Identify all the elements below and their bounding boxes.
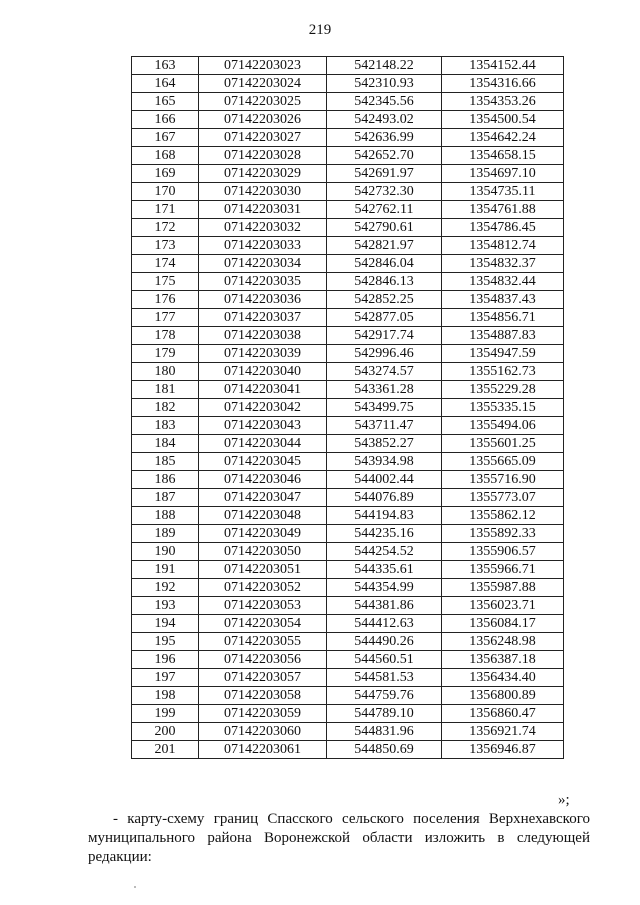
point-number-cell: 174 (132, 255, 199, 273)
x-coordinate-cell: 542852.25 (327, 291, 442, 309)
point-number-cell: 199 (132, 705, 199, 723)
y-coordinate-cell: 1356800.89 (442, 687, 564, 705)
x-coordinate-cell: 544789.10 (327, 705, 442, 723)
point-number-cell: 163 (132, 57, 199, 75)
point-number-cell: 191 (132, 561, 199, 579)
y-coordinate-cell: 1354832.44 (442, 273, 564, 291)
point-number-cell: 167 (132, 129, 199, 147)
y-coordinate-cell: 1354947.59 (442, 345, 564, 363)
coordinates-table-body (132, 57, 564, 759)
point-number-cell: 172 (132, 219, 199, 237)
table-row (132, 183, 564, 201)
y-coordinate-cell: 1354887.83 (442, 327, 564, 345)
table-row (132, 381, 564, 399)
x-coordinate-cell: 544194.83 (327, 507, 442, 525)
body-paragraph (88, 810, 590, 867)
point-id-cell: 07142203059 (199, 705, 327, 723)
point-id-cell: 07142203046 (199, 471, 327, 489)
point-id-cell: 07142203056 (199, 651, 327, 669)
table-row (132, 327, 564, 345)
point-number-cell: 181 (132, 381, 199, 399)
table-row (132, 687, 564, 705)
y-coordinate-cell: 1356434.40 (442, 669, 564, 687)
point-number-cell: 183 (132, 417, 199, 435)
point-id-cell: 07142203054 (199, 615, 327, 633)
point-id-cell: 07142203052 (199, 579, 327, 597)
y-coordinate-cell: 1356946.87 (442, 741, 564, 759)
table-row (132, 291, 564, 309)
x-coordinate-cell: 542846.13 (327, 273, 442, 291)
point-id-cell: 07142203042 (199, 399, 327, 417)
point-id-cell: 07142203031 (199, 201, 327, 219)
x-coordinate-cell: 544076.89 (327, 489, 442, 507)
point-number-cell: 185 (132, 453, 199, 471)
table-row (132, 111, 564, 129)
y-coordinate-cell: 1354500.54 (442, 111, 564, 129)
y-coordinate-cell: 1354812.74 (442, 237, 564, 255)
point-id-cell: 07142203039 (199, 345, 327, 363)
table-row (132, 489, 564, 507)
point-number-cell: 190 (132, 543, 199, 561)
x-coordinate-cell: 544560.51 (327, 651, 442, 669)
y-coordinate-cell: 1355987.88 (442, 579, 564, 597)
x-coordinate-cell: 542996.46 (327, 345, 442, 363)
point-number-cell: 193 (132, 597, 199, 615)
table-row (132, 525, 564, 543)
point-id-cell: 07142203027 (199, 129, 327, 147)
table-row (132, 435, 564, 453)
x-coordinate-cell: 543934.98 (327, 453, 442, 471)
x-coordinate-cell: 544235.16 (327, 525, 442, 543)
point-id-cell: 07142203038 (199, 327, 327, 345)
y-coordinate-cell: 1355335.15 (442, 399, 564, 417)
x-coordinate-cell: 542310.93 (327, 75, 442, 93)
point-id-cell: 07142203034 (199, 255, 327, 273)
x-coordinate-cell: 542493.02 (327, 111, 442, 129)
x-coordinate-cell: 543499.75 (327, 399, 442, 417)
table-row (132, 309, 564, 327)
point-id-cell: 07142203041 (199, 381, 327, 399)
coordinates-table (131, 56, 564, 759)
point-number-cell: 170 (132, 183, 199, 201)
y-coordinate-cell: 1354152.44 (442, 57, 564, 75)
table-row (132, 363, 564, 381)
point-id-cell: 07142203044 (199, 435, 327, 453)
point-id-cell: 07142203049 (199, 525, 327, 543)
point-id-cell: 07142203058 (199, 687, 327, 705)
table-row (132, 219, 564, 237)
point-id-cell: 07142203047 (199, 489, 327, 507)
point-number-cell: 177 (132, 309, 199, 327)
point-id-cell: 07142203057 (199, 669, 327, 687)
x-coordinate-cell: 544759.76 (327, 687, 442, 705)
page-number: 219 (308, 22, 332, 38)
closing-quote: »; (558, 792, 570, 808)
x-coordinate-cell: 542345.56 (327, 93, 442, 111)
point-number-cell: 175 (132, 273, 199, 291)
point-number-cell: 178 (132, 327, 199, 345)
y-coordinate-cell: 1356860.47 (442, 705, 564, 723)
x-coordinate-cell: 542877.05 (327, 309, 442, 327)
point-number-cell: 182 (132, 399, 199, 417)
point-number-cell: 195 (132, 633, 199, 651)
table-row (132, 399, 564, 417)
point-id-cell: 07142203053 (199, 597, 327, 615)
table-row (132, 723, 564, 741)
table-row (132, 75, 564, 93)
point-number-cell: 192 (132, 579, 199, 597)
y-coordinate-cell: 1354761.88 (442, 201, 564, 219)
y-coordinate-cell: 1355716.90 (442, 471, 564, 489)
table-row (132, 615, 564, 633)
point-number-cell: 168 (132, 147, 199, 165)
point-number-cell: 184 (132, 435, 199, 453)
y-coordinate-cell: 1356921.74 (442, 723, 564, 741)
table-row (132, 507, 564, 525)
y-coordinate-cell: 1356084.17 (442, 615, 564, 633)
y-coordinate-cell: 1354316.66 (442, 75, 564, 93)
point-id-cell: 07142203025 (199, 93, 327, 111)
x-coordinate-cell: 544335.61 (327, 561, 442, 579)
x-coordinate-cell: 543852.27 (327, 435, 442, 453)
x-coordinate-cell: 542917.74 (327, 327, 442, 345)
point-id-cell: 07142203045 (199, 453, 327, 471)
y-coordinate-cell: 1355494.06 (442, 417, 564, 435)
table-row (132, 345, 564, 363)
y-coordinate-cell: 1355162.73 (442, 363, 564, 381)
table-row (132, 255, 564, 273)
x-coordinate-cell: 542636.99 (327, 129, 442, 147)
x-coordinate-cell: 542691.97 (327, 165, 442, 183)
table-row (132, 93, 564, 111)
point-id-cell: 07142203043 (199, 417, 327, 435)
y-coordinate-cell: 1354837.43 (442, 291, 564, 309)
y-coordinate-cell: 1356023.71 (442, 597, 564, 615)
table-row (132, 57, 564, 75)
y-coordinate-cell: 1355229.28 (442, 381, 564, 399)
point-number-cell: 197 (132, 669, 199, 687)
x-coordinate-cell: 544381.86 (327, 597, 442, 615)
point-number-cell: 180 (132, 363, 199, 381)
x-coordinate-cell: 542821.97 (327, 237, 442, 255)
point-id-cell: 07142203024 (199, 75, 327, 93)
y-coordinate-cell: 1354697.10 (442, 165, 564, 183)
table-row (132, 741, 564, 759)
x-coordinate-cell: 544581.53 (327, 669, 442, 687)
point-number-cell: 171 (132, 201, 199, 219)
table-row (132, 129, 564, 147)
point-id-cell: 07142203029 (199, 165, 327, 183)
point-id-cell: 07142203060 (199, 723, 327, 741)
x-coordinate-cell: 542762.11 (327, 201, 442, 219)
point-id-cell: 07142203028 (199, 147, 327, 165)
y-coordinate-cell: 1354786.45 (442, 219, 564, 237)
point-number-cell: 196 (132, 651, 199, 669)
point-number-cell: 200 (132, 723, 199, 741)
table-row (132, 579, 564, 597)
point-id-cell: 07142203055 (199, 633, 327, 651)
point-id-cell: 07142203051 (199, 561, 327, 579)
point-number-cell: 188 (132, 507, 199, 525)
point-id-cell: 07142203061 (199, 741, 327, 759)
point-number-cell: 187 (132, 489, 199, 507)
table-row (132, 453, 564, 471)
point-id-cell: 07142203035 (199, 273, 327, 291)
point-id-cell: 07142203023 (199, 57, 327, 75)
y-coordinate-cell: 1356248.98 (442, 633, 564, 651)
y-coordinate-cell: 1355773.07 (442, 489, 564, 507)
point-number-cell: 201 (132, 741, 199, 759)
point-number-cell: 165 (132, 93, 199, 111)
point-number-cell: 179 (132, 345, 199, 363)
point-number-cell: 166 (132, 111, 199, 129)
table-row (132, 543, 564, 561)
point-id-cell: 07142203048 (199, 507, 327, 525)
point-id-cell: 07142203050 (199, 543, 327, 561)
y-coordinate-cell: 1355892.33 (442, 525, 564, 543)
table-row (132, 273, 564, 291)
x-coordinate-cell: 544490.26 (327, 633, 442, 651)
y-coordinate-cell: 1354642.24 (442, 129, 564, 147)
scan-speck (134, 886, 136, 888)
table-row (132, 633, 564, 651)
x-coordinate-cell: 543274.57 (327, 363, 442, 381)
x-coordinate-cell: 544254.52 (327, 543, 442, 561)
x-coordinate-cell: 544850.69 (327, 741, 442, 759)
y-coordinate-cell: 1354658.15 (442, 147, 564, 165)
x-coordinate-cell: 542790.61 (327, 219, 442, 237)
point-number-cell: 169 (132, 165, 199, 183)
x-coordinate-cell: 544354.99 (327, 579, 442, 597)
x-coordinate-cell: 544002.44 (327, 471, 442, 489)
y-coordinate-cell: 1354735.11 (442, 183, 564, 201)
point-id-cell: 07142203036 (199, 291, 327, 309)
point-id-cell: 07142203033 (199, 237, 327, 255)
y-coordinate-cell: 1354832.37 (442, 255, 564, 273)
table-row (132, 237, 564, 255)
x-coordinate-cell: 543361.28 (327, 381, 442, 399)
point-number-cell: 198 (132, 687, 199, 705)
table-row (132, 471, 564, 489)
x-coordinate-cell: 542148.22 (327, 57, 442, 75)
point-number-cell: 194 (132, 615, 199, 633)
y-coordinate-cell: 1356387.18 (442, 651, 564, 669)
point-id-cell: 07142203026 (199, 111, 327, 129)
body-paragraph-text: - карту-схему границ Спасского сельского поселения Верхнехавского муниципального района Воронежской области изложить в следующей редакции: (88, 811, 590, 865)
x-coordinate-cell: 542732.30 (327, 183, 442, 201)
y-coordinate-cell: 1354856.71 (442, 309, 564, 327)
y-coordinate-cell: 1355906.57 (442, 543, 564, 561)
y-coordinate-cell: 1355862.12 (442, 507, 564, 525)
point-id-cell: 07142203032 (199, 219, 327, 237)
point-number-cell: 173 (132, 237, 199, 255)
table-row (132, 669, 564, 687)
point-number-cell: 186 (132, 471, 199, 489)
y-coordinate-cell: 1355966.71 (442, 561, 564, 579)
table-row (132, 147, 564, 165)
x-coordinate-cell: 542652.70 (327, 147, 442, 165)
x-coordinate-cell: 542846.04 (327, 255, 442, 273)
x-coordinate-cell: 543711.47 (327, 417, 442, 435)
x-coordinate-cell: 544412.63 (327, 615, 442, 633)
table-row (132, 597, 564, 615)
point-number-cell: 176 (132, 291, 199, 309)
table-row (132, 165, 564, 183)
point-number-cell: 189 (132, 525, 199, 543)
table-row (132, 705, 564, 723)
table-row (132, 417, 564, 435)
point-id-cell: 07142203040 (199, 363, 327, 381)
x-coordinate-cell: 544831.96 (327, 723, 442, 741)
point-id-cell: 07142203030 (199, 183, 327, 201)
y-coordinate-cell: 1355665.09 (442, 453, 564, 471)
y-coordinate-cell: 1355601.25 (442, 435, 564, 453)
table-row (132, 561, 564, 579)
table-row (132, 651, 564, 669)
table-row (132, 201, 564, 219)
point-id-cell: 07142203037 (199, 309, 327, 327)
y-coordinate-cell: 1354353.26 (442, 93, 564, 111)
point-number-cell: 164 (132, 75, 199, 93)
